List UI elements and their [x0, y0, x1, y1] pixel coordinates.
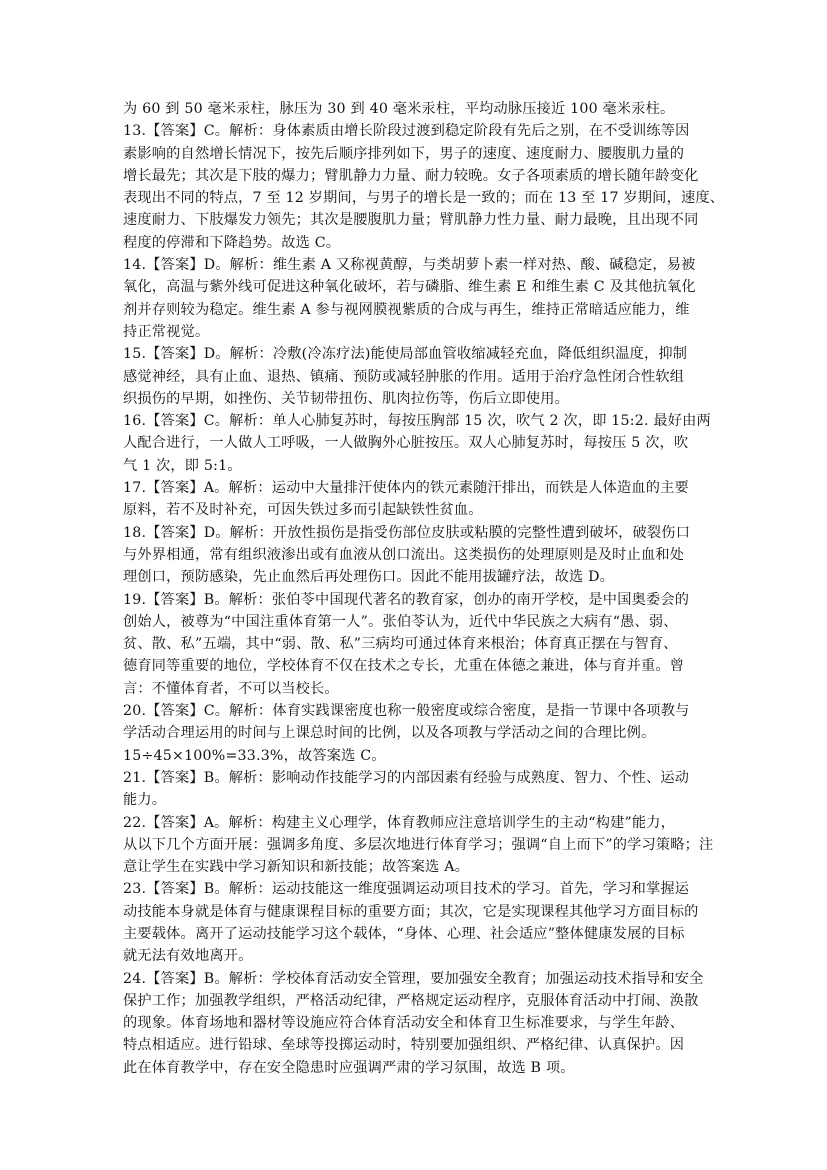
text-line: 16.【答案】C。解析：单人心肺复苏时，每按压胸部 15 次，吹气 2 次，即 15:2. 最好由两	[123, 413, 711, 430]
text-line: 15.【答案】D。解析：冷敷(冷冻疗法)能使局部血管收缩减轻充血，降低组织温度，抑制	[123, 346, 688, 363]
text-line: 理创口，预防感染，先止血然后再处理伤口。因此不能用拔罐疗法，故选 D。	[123, 569, 615, 586]
text-line: 23.【答案】B。解析：运动技能这一维度强调运动项目技术的学习。首先，学习和掌握运	[123, 881, 690, 898]
text-line: 剂并存则较为稳定。维生素 A 参与视网膜视紫质的合成与再生，维持正常暗适应能力，维	[123, 301, 690, 318]
text-line: 特点相适应。进行铅球、垒球等投掷运动时，特别要加强组织、严格纪律、认真保护。因	[123, 1037, 685, 1054]
text-line: 从以下几个方面开展：强调多角度、多层次地进行体育学习；强调“自上而下”的学习策略；注	[123, 836, 714, 853]
text-line: 13.【答案】C。解析：身体素质由增长阶段过渡到稳定阶段有先后之别，在不受训练等因	[123, 123, 690, 140]
text-line: 22.【答案】A。解析：构建主义心理学，体育教师应注意培训学生的主动“构建”能力，	[123, 814, 676, 831]
text-line: 原料，若不及时补充，可因失铁过多而引起缺铁性贫血。	[123, 502, 483, 519]
text-line: 与外界相通，常有组织液渗出或有血液从创口流出。这类损伤的处理原则是及时止血和处	[123, 546, 685, 563]
text-line: 24.【答案】B。解析：学校体育活动安全管理，要加强安全教育；加强运动技术指导和安全	[123, 970, 704, 987]
text-line: 15÷45×100%=33.3%，故答案选 C。	[123, 747, 386, 764]
text-line: 的现象。体育场地和器材等设施应符合体育活动安全和体育卫生标准要求，与学生年龄、	[123, 1015, 685, 1032]
text-line: 20.【答案】C。解析：体育实践课密度也称一般密度或综合密度，是指一节课中各项教与	[123, 703, 690, 720]
text-line: 增长最先；其次是下肢的爆力；臂肌静力力量、耐力较晚。女子各项素质的增长随年龄变化	[123, 167, 699, 184]
text-line: 感觉神经，具有止血、退热、镇痛、预防或减轻肿胀的作用。适用于治疗急性闭合性软组	[123, 368, 685, 385]
text-line: 持正常视觉。	[123, 323, 210, 340]
text-line: 18.【答案】D。解析：开放性损伤是指受伤部位皮肤或粘膜的完整性遭到破坏，破裂伤口	[123, 524, 691, 541]
text-line: 此在体育教学中，存在安全隐患时应强调严肃的学习氛围，故选 B 项。	[123, 1059, 575, 1076]
text-line: 贫、散、私”五端，其中“弱、散、私”三病均可通过体育来根治；体育真正摆在与智育、	[123, 636, 678, 653]
text-line: 气 1 次，即 5:1。	[123, 457, 242, 474]
text-line: 言：不懂体育者，不可以当校长。	[123, 680, 339, 697]
text-line: 氧化，高温与紫外线可促进这种氧化破坏，若与磷脂、维生素 E 和维生素 C 及其他抗氧化	[123, 279, 696, 296]
text-line: 表现出不同的特点，7 至 12 岁期间，与男子的增长是一致的；而在 13 至 17 岁期间，速度、	[123, 190, 725, 207]
text-line: 德育同等重要的地位，学校体育不仅在技术之专长，尤重在体德之兼进，体与育并重。曾	[123, 658, 685, 675]
text-line: 就无法有效地离开。	[123, 948, 253, 965]
text-line: 人配合进行，一人做人工呼吸，一人做胸外心脏按压。双人心肺复苏时，每按压 5 次，吹	[123, 435, 689, 452]
text-line: 创始人，被尊为“中国注重体育第一人”。张伯苓认为，近代中华民族之大病有“愚、弱、	[123, 613, 678, 630]
text-line: 17.【答案】A。解析：运动中大量排汗使体内的铁元素随汗排出，而铁是人体造血的主要	[123, 480, 689, 497]
text-line: 织损伤的早期，如挫伤、关节韧带扭伤、肌肉拉伤等，伤后立即使用。	[123, 390, 570, 407]
text-line: 意让学生在实践中学习新知识和新技能；故答案选 A。	[123, 859, 470, 876]
text-line: 14.【答案】D。解析：维生素 A 又称视黄醇，与类胡萝卜素一样对热、酸、碱稳定，易被	[123, 257, 696, 274]
text-line: 素影响的自然增长情况下，按先后顺序排列如下，男子的速度、速度耐力、腰腹肌力量的	[123, 145, 685, 162]
text-line: 21.【答案】B。解析：影响动作技能学习的内部因素有经验与成熟度、智力、个性、运动	[123, 769, 690, 786]
text-line: 19.【答案】B。解析：张伯苓中国现代著名的教育家，创办的南开学校，是中国奥委会的	[123, 591, 690, 608]
text-line: 学活动合理运用的时间与上课总时间的比例，以及各项教与学活动之间的合理比例。	[123, 725, 656, 742]
text-line: 能力。	[123, 792, 167, 809]
text-line: 速度耐力、下肢爆发力领先；其次是腰腹肌力量；臂肌静力性力量、耐力最晚，且出现不同	[123, 212, 699, 229]
text-line: 主要载体。离开了运动技能学习这个载体，“身体、心理、社会适应”整体健康发展的目标	[123, 925, 685, 942]
text-line: 保护工作；加强教学组织，严格活动纪律，严格规定运动程序，克服体育活动中打闹、涣散	[123, 992, 699, 1009]
text-line: 程度的停滞和下降趋势。故选 C。	[123, 234, 341, 251]
document-page	[123, 98, 725, 1079]
text-line: 动技能本身就是体育与健康课程目标的重要方面；其次，它是实现课程其他学习方面目标的	[123, 903, 699, 920]
text-line: 为 60 到 50 毫米汞柱，脉压为 30 到 40 毫米汞柱，平均动脉压接近 100 毫米汞柱。	[123, 101, 675, 117]
